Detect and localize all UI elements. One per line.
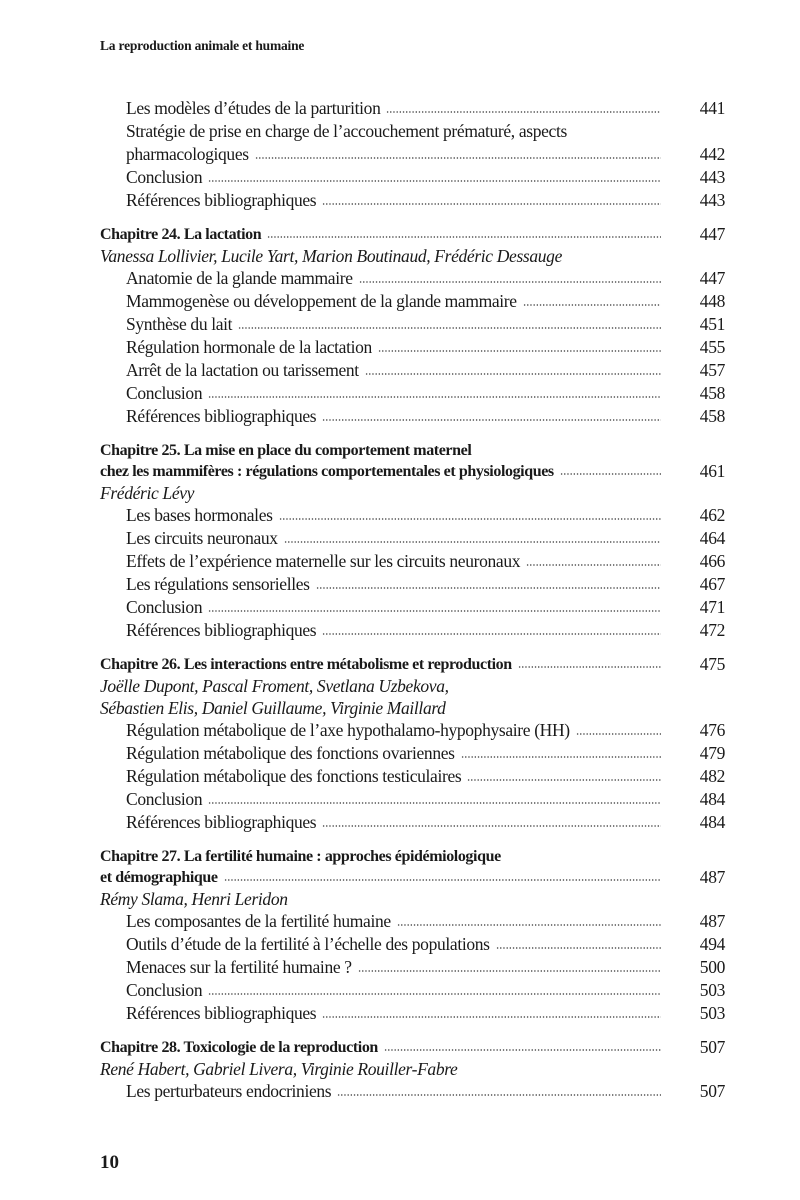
entry-title: Références bibliographiques <box>126 1003 317 1023</box>
entry-title: Régulation métabolique de l’axe hypothalamo-hypophysaire (HH) <box>126 720 570 740</box>
toc-entry <box>100 382 725 405</box>
dot-leader <box>378 349 661 353</box>
entry-title: Conclusion <box>126 597 203 617</box>
dot-leader <box>208 992 661 996</box>
entry-title: Synthèse du lait <box>126 314 233 334</box>
toc-entry <box>100 290 725 313</box>
entry-page-number: 443 <box>699 190 725 210</box>
toc-entry <box>100 956 725 979</box>
dot-leader <box>224 878 661 882</box>
chapter-title-line <box>100 654 725 675</box>
entry-title: pharmacologiques <box>126 144 249 164</box>
chapter-authors: Frédéric Lévy <box>100 483 195 503</box>
chapter-section <box>100 846 725 1025</box>
dot-leader <box>322 824 661 828</box>
entry-title: Les modèles d’études de la parturition <box>126 98 381 118</box>
toc-entry <box>100 166 725 189</box>
dot-leader <box>365 372 661 376</box>
dot-leader <box>208 395 661 399</box>
entry-title: Menaces sur la fertilité humaine ? <box>126 957 352 977</box>
entry-title: chez les mammifères : régulations comportementales et physiologiques <box>100 463 554 480</box>
entry-page-number: 484 <box>699 812 725 832</box>
chapter-authors: Vanessa Lollivier, Lucile Yart, Marion Boutinaud, Frédéric Dessauge <box>100 246 562 266</box>
toc-entry <box>100 1080 725 1103</box>
entry-title: Références bibliographiques <box>126 190 317 210</box>
entry-page-number: 448 <box>699 291 725 311</box>
toc-entry <box>100 504 725 527</box>
entry-title: Conclusion <box>126 383 203 403</box>
chapter-title-line <box>100 1037 725 1058</box>
chapter-authors: Rémy Slama, Henri Leridon <box>100 889 288 909</box>
dot-leader <box>359 280 661 284</box>
chapter-title-line <box>100 461 725 482</box>
dot-leader <box>208 609 661 613</box>
entry-page-number: 461 <box>699 461 725 481</box>
entry-page-number: 503 <box>699 1003 725 1023</box>
dot-leader <box>322 632 661 636</box>
entry-title: Les perturbateurs endocriniens <box>126 1081 332 1101</box>
entry-title: Conclusion <box>126 167 203 187</box>
entry-title: Références bibliographiques <box>126 620 317 640</box>
toc-entry <box>100 1002 725 1025</box>
dot-leader <box>255 156 661 160</box>
entry-title: Chapitre 26. Les interactions entre métabolisme et reproduction <box>100 656 512 673</box>
toc-entry <box>100 742 725 765</box>
dot-leader <box>467 778 661 782</box>
entry-page-number: 447 <box>699 224 725 244</box>
dot-leader <box>284 540 661 544</box>
entry-title: Outils d’étude de la fertilité à l’échelle des populations <box>126 934 490 954</box>
entry-page-number: 466 <box>699 551 725 571</box>
entry-title: Les bases hormonales <box>126 505 273 525</box>
entry-title: Les composantes de la fertilité humaine <box>126 911 391 931</box>
chapter-section <box>100 654 725 834</box>
toc-entry <box>100 596 725 619</box>
entry-page-number: 503 <box>699 980 725 1000</box>
dot-leader <box>208 179 661 183</box>
entry-title: Les régulations sensorielles <box>126 574 310 594</box>
toc-entry <box>100 405 725 428</box>
dot-leader <box>518 665 661 669</box>
entry-title: Chapitre 25. La mise en place du comportement maternel <box>100 442 472 459</box>
chapter-title-line <box>100 846 725 867</box>
dot-leader <box>358 969 661 973</box>
entry-page-number: 441 <box>699 98 725 118</box>
dot-leader <box>526 563 661 567</box>
dot-leader <box>267 235 661 239</box>
entry-page-number: 462 <box>699 505 725 525</box>
entry-page-number: 479 <box>699 743 725 763</box>
entry-title: Régulation métabolique des fonctions testiculaires <box>126 766 462 786</box>
entry-page-number: 472 <box>699 620 725 640</box>
entry-title: et démographique <box>100 869 218 886</box>
entry-page-number: 451 <box>699 314 725 334</box>
entry-page-number: 455 <box>699 337 725 357</box>
dot-leader <box>386 110 661 114</box>
dot-leader <box>322 1015 661 1019</box>
dot-leader <box>208 801 661 805</box>
toc-entry <box>100 765 725 788</box>
entry-title: Références bibliographiques <box>126 812 317 832</box>
entry-title: Régulation métabolique des fonctions ovariennes <box>126 743 455 763</box>
chapter-section <box>100 224 725 428</box>
toc-entry <box>100 336 725 359</box>
chapter-title-line <box>100 224 725 245</box>
toc-entry <box>100 573 725 596</box>
toc-entry <box>100 189 725 212</box>
toc-entry <box>100 97 725 120</box>
entry-page-number: 443 <box>699 167 725 187</box>
entry-title: Stratégie de prise en charge de l’accouchement prématuré, aspects <box>126 121 567 141</box>
toc-entry <box>100 979 725 1002</box>
entry-title: Références bibliographiques <box>126 406 317 426</box>
entry-title: Conclusion <box>126 980 203 1000</box>
toc-entry <box>100 143 725 166</box>
dot-leader <box>322 202 661 206</box>
entry-page-number: 475 <box>699 654 725 674</box>
entry-page-number: 457 <box>699 360 725 380</box>
toc-entry <box>100 719 725 742</box>
dot-leader <box>316 586 661 590</box>
toc-entry <box>100 313 725 336</box>
toc-entry <box>100 359 725 382</box>
entry-title: Chapitre 28. Toxicologie de la reproduction <box>100 1039 378 1056</box>
toc-entry <box>100 550 725 573</box>
entry-page-number: 484 <box>699 789 725 809</box>
toc-entry <box>100 120 725 143</box>
entry-page-number: 494 <box>699 934 725 954</box>
dot-leader <box>337 1093 661 1097</box>
entry-page-number: 458 <box>699 406 725 426</box>
page-number: 10 <box>100 1152 119 1173</box>
entry-page-number: 482 <box>699 766 725 786</box>
entry-title: Effets de l’expérience maternelle sur les circuits neuronaux <box>126 551 521 571</box>
chapter-section <box>100 440 725 642</box>
dot-leader <box>397 923 661 927</box>
toc-entry <box>100 527 725 550</box>
dot-leader <box>238 326 661 330</box>
entry-page-number: 487 <box>699 911 725 931</box>
dot-leader <box>461 755 661 759</box>
entry-title: Mammogenèse ou développement de la glande mammaire <box>126 291 517 311</box>
entry-page-number: 476 <box>699 720 725 740</box>
toc-entry <box>100 933 725 956</box>
toc-entry <box>100 267 725 290</box>
entry-page-number: 507 <box>699 1081 725 1101</box>
entry-page-number: 464 <box>699 528 725 548</box>
dot-leader <box>322 418 661 422</box>
dot-leader <box>576 732 661 736</box>
entry-page-number: 447 <box>699 268 725 288</box>
entry-page-number: 458 <box>699 383 725 403</box>
entry-title: Arrêt de la lactation ou tarissement <box>126 360 359 380</box>
chapter-authors: Joëlle Dupont, Pascal Froment, Svetlana Uzbekova, <box>100 676 449 696</box>
entry-page-number: 500 <box>699 957 725 977</box>
chapter-title-line <box>100 440 725 461</box>
continued-section <box>100 97 725 212</box>
dot-leader <box>279 517 661 521</box>
dot-leader <box>560 472 661 476</box>
toc-entry <box>100 910 725 933</box>
dot-leader <box>523 303 661 307</box>
entry-page-number: 507 <box>699 1037 725 1057</box>
entry-page-number: 442 <box>699 144 725 164</box>
toc-entry <box>100 811 725 834</box>
entry-page-number: 487 <box>699 867 725 887</box>
entry-page-number: 471 <box>699 597 725 617</box>
running-head: La reproduction animale et humaine <box>100 38 305 53</box>
chapter-title-line <box>100 867 725 888</box>
dot-leader <box>384 1048 661 1052</box>
entry-title: Chapitre 24. La lactation <box>100 226 262 243</box>
entry-title: Anatomie de la glande mammaire <box>126 268 353 288</box>
entry-title: Régulation hormonale de la lactation <box>126 337 372 357</box>
chapter-authors: René Habert, Gabriel Livera, Virginie Rouiller-Fabre <box>100 1059 458 1079</box>
table-of-contents <box>100 97 725 1103</box>
entry-page-number: 467 <box>699 574 725 594</box>
chapter-section <box>100 1037 725 1103</box>
dot-leader <box>496 946 661 950</box>
toc-entry <box>100 619 725 642</box>
toc-entry <box>100 788 725 811</box>
entry-title: Conclusion <box>126 789 203 809</box>
chapter-authors: Sébastien Elis, Daniel Guillaume, Virginie Maillard <box>100 698 446 718</box>
entry-title: Les circuits neuronaux <box>126 528 278 548</box>
entry-title: Chapitre 27. La fertilité humaine : approches épidémiologique <box>100 848 501 865</box>
